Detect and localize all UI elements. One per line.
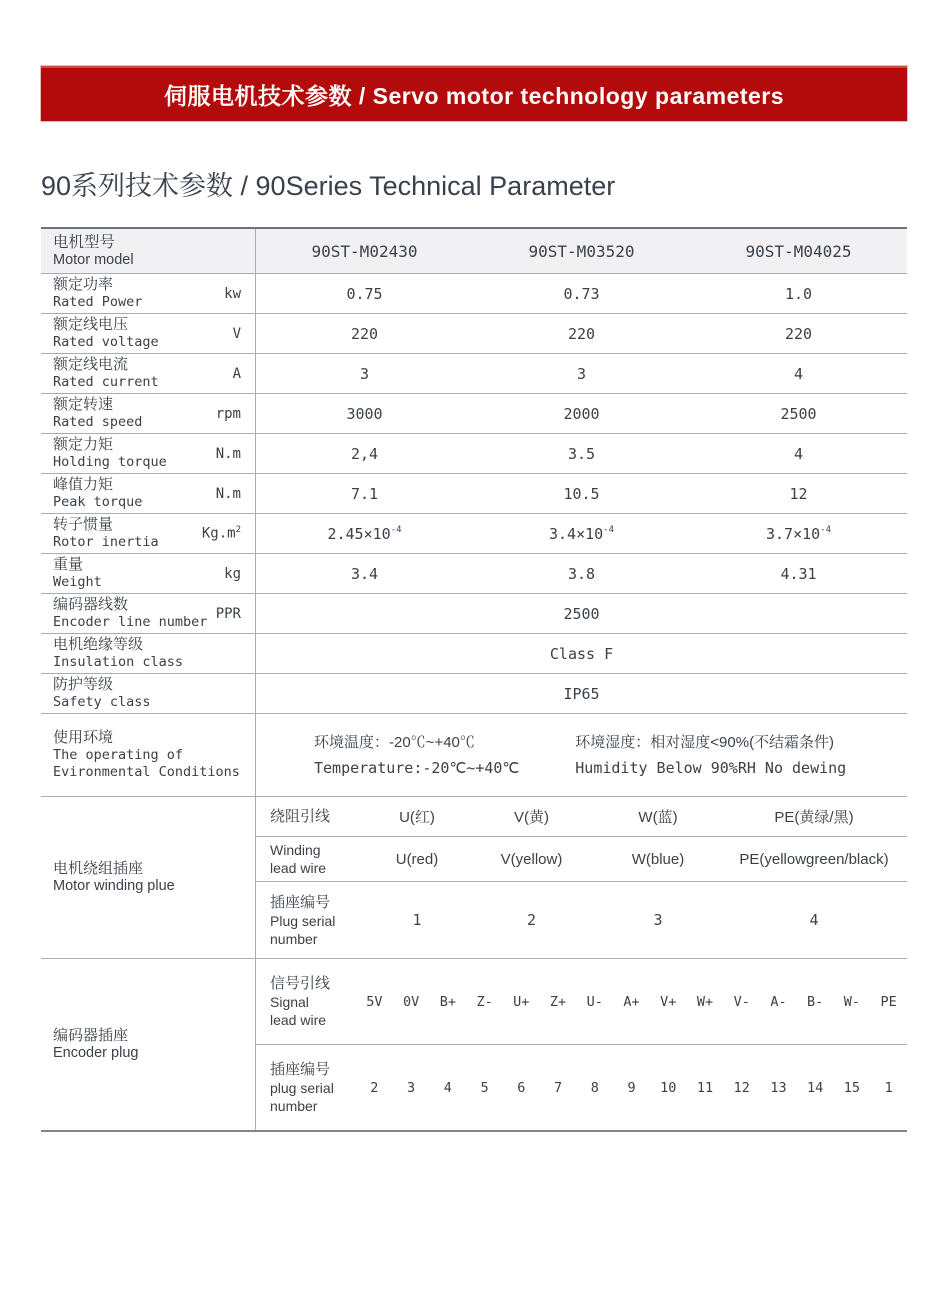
winding-serial-row <box>256 882 907 958</box>
value-cell: 3.7×10 $^{-4}$ <box>765 524 832 543</box>
signal-pin: A- <box>770 993 787 1010</box>
table-row-peak-torque <box>41 474 907 514</box>
table-row-holding-torque <box>41 434 907 474</box>
table-row-rated-current <box>41 354 907 394</box>
winding-value: U(红) <box>399 809 435 826</box>
humidity-block <box>575 732 846 779</box>
serial-number: 15 <box>843 1079 861 1096</box>
signal-pin: B+ <box>439 993 456 1010</box>
row-label-cell <box>41 474 256 513</box>
row-label-en: Insulation class <box>53 654 184 670</box>
signal-pin: V+ <box>660 993 677 1010</box>
temperature-block <box>314 732 519 779</box>
winding-value: W(蓝) <box>638 809 678 826</box>
value-cell: 4.31 <box>780 564 817 583</box>
value-cell: 220 <box>350 324 379 343</box>
serial-number: 13 <box>770 1079 787 1096</box>
environment-values <box>256 714 907 796</box>
serial-number: 3 <box>653 911 663 929</box>
row-unit: rpm <box>215 405 241 422</box>
winding-lead-cn-row <box>256 797 907 837</box>
value-cell: 4 <box>793 364 804 383</box>
signal-pin: B- <box>807 993 824 1010</box>
row-label-cell <box>41 714 256 796</box>
signal-pin: A+ <box>623 993 640 1010</box>
value-cell: 3.4 <box>350 564 379 583</box>
row-label-cell <box>41 354 256 393</box>
row-label-cn: 电机绝缘等级 <box>53 636 144 653</box>
signal-pin: 0V <box>402 993 420 1010</box>
signal-pin: PE <box>880 993 897 1010</box>
serial-number: 6 <box>517 1079 526 1096</box>
model-name: 90ST-M02430 <box>311 241 418 261</box>
winding-content <box>256 797 907 958</box>
table-header-row <box>41 229 907 274</box>
value-cell: 1.0 <box>784 284 813 303</box>
signal-pin: U+ <box>513 993 530 1010</box>
row-label-cn: 防护等级 <box>53 676 114 693</box>
row-label-cn: 额定转速 <box>53 396 114 413</box>
span-value-cell: 2500 <box>563 604 600 623</box>
row-unit: N.m <box>215 485 241 502</box>
humidity-en: Humidity Below 90%RH No dewing <box>575 758 847 777</box>
row-label-en: Encoder line number <box>53 614 208 630</box>
section-banner <box>41 66 907 121</box>
section-label-en: Motor winding plue <box>53 878 175 894</box>
serial-number: 2 <box>526 911 537 929</box>
row-label-en: Safety class <box>53 694 151 710</box>
encoder-content <box>256 959 907 1130</box>
row-label-en: Rotor inertia <box>53 534 159 550</box>
subrow-label: 绕阻引线 <box>270 808 331 825</box>
subrow-label: 插座编号 Plug serial number <box>270 893 336 947</box>
table-section-motor-winding-plug <box>41 797 907 959</box>
signal-pin: W+ <box>696 993 714 1010</box>
value-cell: 220 <box>784 324 813 343</box>
winding-value: U(red) <box>395 850 439 868</box>
serial-number: 4 <box>443 1079 452 1096</box>
serial-number: 4 <box>809 911 819 929</box>
row-label-cn: 使用环境 <box>53 729 114 746</box>
value-cell: 3.5 <box>567 444 596 463</box>
winding-value: V(黄) <box>514 809 549 826</box>
banner-title: 伺服电机技术参数 / Servo motor technology parameters <box>163 83 785 109</box>
serial-number: 1 <box>412 911 422 929</box>
row-label-cn: 额定线电压 <box>53 316 129 333</box>
row-label-cell <box>41 674 256 713</box>
serial-number: 14 <box>807 1079 824 1096</box>
span-value-cell: Class F <box>549 644 614 663</box>
serial-number: 11 <box>696 1079 714 1096</box>
winding-value: PE(黄绿/黑) <box>774 809 854 826</box>
row-label-cell <box>41 514 256 553</box>
table-row-rated-speed <box>41 394 907 434</box>
section-label-cn: 编码器插座 <box>53 1027 129 1044</box>
page-title: 90系列技术参数 / 90Series Technical Parameter <box>41 171 616 201</box>
value-cell: 3 <box>576 364 587 383</box>
row-label-cell <box>41 554 256 593</box>
serial-number: 10 <box>660 1079 677 1096</box>
temperature-en: Temperature:-20℃~+40℃ <box>314 758 520 777</box>
row-label-cell <box>41 314 256 353</box>
row-label-cn: 额定力矩 <box>53 436 114 453</box>
section-label-cell <box>41 797 256 958</box>
table-row-insulation-class <box>41 634 907 674</box>
row-label-en: Evironmental Conditions <box>53 764 240 780</box>
signal-pin: U- <box>586 993 603 1010</box>
winding-value: V(yellow) <box>500 850 563 868</box>
serial-number: 2 <box>370 1079 379 1096</box>
value-cell: 0.75 <box>346 284 383 303</box>
row-label-cn: 编码器线数 <box>53 596 129 613</box>
row-label-cell <box>41 434 256 473</box>
header-label-cn: 电机型号 <box>53 233 116 251</box>
winding-lead-en-row <box>256 837 907 882</box>
model-name: 90ST-M03520 <box>528 241 635 261</box>
row-label-cell <box>41 634 256 673</box>
subrow-label: Winding lead wire <box>270 842 327 876</box>
span-value-cell: IP65 <box>563 684 600 703</box>
winding-value: PE(yellowgreen/black) <box>739 850 889 868</box>
table-row-encoder-line-number <box>41 594 907 634</box>
row-label-en: Rated Power <box>53 294 143 310</box>
signal-pin: Z- <box>476 993 493 1010</box>
value-cell: 2500 <box>780 404 817 423</box>
parameters-table <box>41 227 907 1132</box>
row-label-cell <box>41 394 256 433</box>
row-unit: N.m <box>215 445 241 462</box>
row-label-en: Weight <box>53 574 102 590</box>
row-unit: $Kg.m^2$ <box>201 525 241 542</box>
header-label-en: Motor model <box>53 251 134 268</box>
signal-pin: V- <box>733 993 750 1010</box>
row-label-cn: 重量 <box>53 556 84 573</box>
row-label-cn: 转子惯量 <box>53 516 114 533</box>
row-label-en: Rated current <box>53 374 159 390</box>
serial-number: 3 <box>407 1079 416 1096</box>
value-cell: 10.5 <box>563 484 600 503</box>
encoder-signal-row <box>256 959 907 1045</box>
table-row-safety-class <box>41 674 907 714</box>
serial-number: 7 <box>553 1079 563 1096</box>
serial-number: 8 <box>590 1079 599 1096</box>
row-label-en: Rated speed <box>53 414 143 430</box>
table-row-weight <box>41 554 907 594</box>
row-label-cn: 峰值力矩 <box>53 476 114 493</box>
row-unit: kg <box>224 565 241 582</box>
signal-pin: Z+ <box>549 993 567 1010</box>
row-unit: PPR <box>215 605 241 622</box>
value-cell: 2000 <box>563 404 600 423</box>
row-label-cn: 额定线电流 <box>53 356 129 373</box>
table-row-rated-voltage <box>41 314 907 354</box>
humidity-cn: 环境湿度：相对湿度<90%(不结霜条件) <box>575 733 835 751</box>
section-label-cn: 电机绕组插座 <box>53 860 144 877</box>
table-row-rotor-inertia <box>41 514 907 554</box>
table-row-rated-power <box>41 274 907 314</box>
row-label-en: The operating of <box>53 747 184 763</box>
row-label-cell <box>41 274 256 313</box>
section-label-en: Encoder plug <box>53 1045 139 1061</box>
row-unit: A <box>232 365 241 382</box>
encoder-serial-row <box>256 1045 907 1130</box>
serial-number: 1 <box>884 1079 893 1096</box>
value-cell: 3000 <box>346 404 383 423</box>
row-label-en: Peak torque <box>53 494 143 510</box>
value-cell: 0.73 <box>563 284 600 303</box>
serial-number: 5 <box>480 1079 489 1096</box>
subrow-label: 信号引线 Signal lead wire <box>270 975 331 1028</box>
model-name: 90ST-M04025 <box>745 241 852 261</box>
winding-value: W(blue) <box>631 850 685 868</box>
row-label-cell <box>41 594 256 633</box>
row-label-en: Holding torque <box>53 454 167 470</box>
signal-pin: W- <box>843 993 861 1010</box>
value-cell: 3.4×10 $^{-4}$ <box>548 524 615 543</box>
value-cell: 3 <box>359 364 370 383</box>
signal-pin: 5V <box>366 993 383 1010</box>
serial-number: 12 <box>733 1079 750 1096</box>
serial-number: 9 <box>627 1079 636 1096</box>
value-cell: 3.8 <box>567 564 596 583</box>
value-cell: 7.1 <box>350 484 379 503</box>
row-label-en: Rated voltage <box>53 334 159 350</box>
subrow-label: 插座编号 plug serial number <box>270 1061 334 1114</box>
value-cell: 12 <box>789 484 808 503</box>
table-row-environment <box>41 714 907 797</box>
value-cell: 220 <box>567 324 596 343</box>
row-label-cn: 额定功率 <box>53 276 114 293</box>
value-cell: 2,4 <box>350 444 379 463</box>
temperature-cn: 环境温度：-20℃~+40℃ <box>314 733 475 751</box>
section-label-cell <box>41 959 256 1130</box>
table-section-encoder-plug <box>41 959 907 1132</box>
value-cell: 4 <box>793 444 804 463</box>
row-unit: kw <box>224 285 241 302</box>
row-unit: V <box>232 325 241 342</box>
value-cell: 2.45×10 $^{-4}$ <box>327 524 402 543</box>
header-label-cell <box>41 229 256 273</box>
